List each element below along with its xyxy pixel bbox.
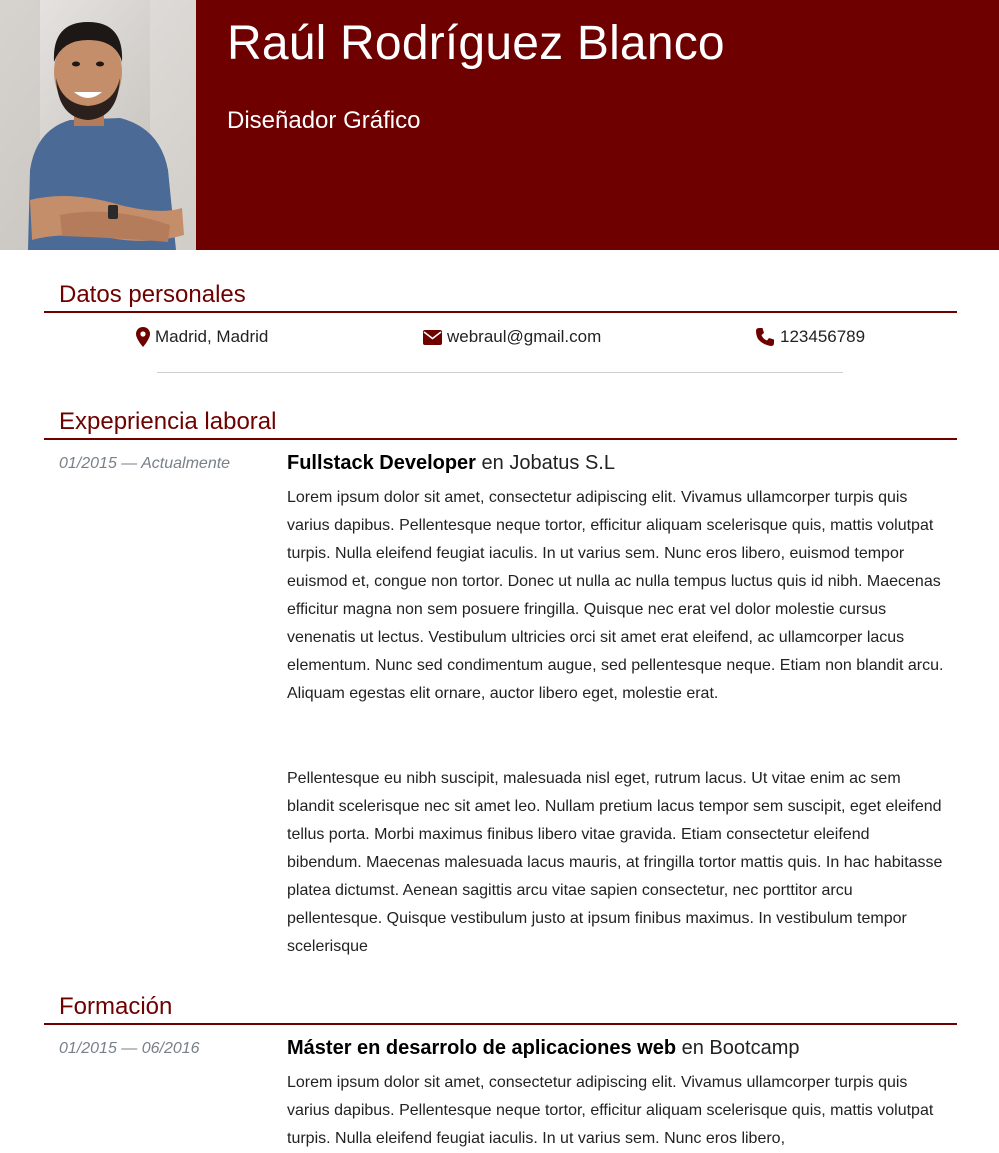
education-institution: Bootcamp	[709, 1037, 800, 1059]
experience-role: Fullstack Developer	[287, 452, 476, 474]
section-divider	[157, 372, 843, 373]
envelope-icon	[423, 330, 442, 345]
candidate-job-title: Diseñador Gráfico	[227, 107, 421, 134]
education-description-paragraph: Lorem ipsum dolor sit amet, consectetur adipiscing elit. Vivamus ullamcorper turpis quis varius dapibus. Pellentesque neque tortor, efficitur aliquam scelerisque quis, mattis volutpat turpis. Nulla eleifend feugiat iaculis. In ut varius sem. Nunc eros libero,	[287, 1074, 934, 1147]
candidate-name: Raúl Rodríguez Blanco	[227, 17, 725, 70]
cv-header	[0, 0, 999, 250]
section-rule	[44, 311, 957, 313]
experience-dates: 01/2015 — Actualmente	[59, 455, 231, 472]
section-rule	[44, 1023, 957, 1025]
contact-phone-text[interactable]: 123456789	[780, 327, 866, 346]
experience-description-paragraph: Pellentesque eu nibh suscipit, malesuada nisl eget, rutrum lacus. Ut vitae enim ac sem blandit scelerisque nec sit amet leo. Nullam pretium lacus tempor sem suscipit, eget eleifend tellus porta. Morbi maximus finibus libero vitae gravida. Etiam consectetur eleifend bibendum. Maecenas malesuada lacus mauris, at fringilla tortor mattis quis. In hac habitasse platea dictumst. Aenean sagittis arcu vitae sapien consectetur, nec porttitor arcu pellentesque. Quisque vestibulum justo at ipsum finibus maximus. In vestibulum tempor scelerisque	[287, 770, 943, 955]
education-dates: 01/2015 — 06/2016	[59, 1040, 200, 1057]
contact-email[interactable]	[423, 326, 601, 348]
experience-entry-heading	[287, 452, 615, 475]
contact-email-text[interactable]: webraul@gmail.com	[447, 327, 602, 346]
phone-icon	[755, 327, 775, 347]
profile-photo-illustration	[0, 0, 196, 250]
profile-photo	[0, 0, 196, 250]
contact-location-text: Madrid, Madrid	[155, 327, 269, 346]
experience-connector: en	[481, 452, 504, 474]
map-marker-icon	[136, 327, 150, 347]
experience-description-paragraph: Lorem ipsum dolor sit amet, consectetur adipiscing elit. Vivamus ullamcorper turpis quis varius dapibus. Pellentesque neque tortor, efficitur aliquam scelerisque quis, mattis volutpat turpis. Nulla eleifend feugiat iaculis. In ut varius sem. Nunc eros libero, euismod tempor euismod et, congue non tortor. Donec ut nulla ac nulla tempus luctus quis id nibh. Maecenas efficitur magna non sem posuere fringilla. Quisque nec erat vel dolor molestie cursus venenatis ut lectus. Vestibulum ultricies orci sit amet erat eleifend, ac ullamcorper lacus elementum. Nunc sed condimentum augue, sed pellentesque neque. Etiam non blandit arcu. Aliquam egestas elit ornare, auctor libero eget, molestie erat.	[287, 489, 944, 702]
education-connector: en	[681, 1037, 704, 1059]
experience-org: Jobatus S.L	[509, 452, 615, 474]
education-degree: Máster en desarrolo de aplicaciones web	[287, 1037, 677, 1059]
education-entry-heading	[287, 1037, 799, 1060]
contact-location	[136, 326, 268, 348]
section-rule	[44, 438, 957, 440]
section-title-experience: Expepriencia laboral	[59, 408, 277, 435]
section-title-education: Formación	[59, 993, 173, 1020]
contact-phone[interactable]	[755, 326, 865, 348]
section-title-personal: Datos personales	[59, 281, 246, 308]
